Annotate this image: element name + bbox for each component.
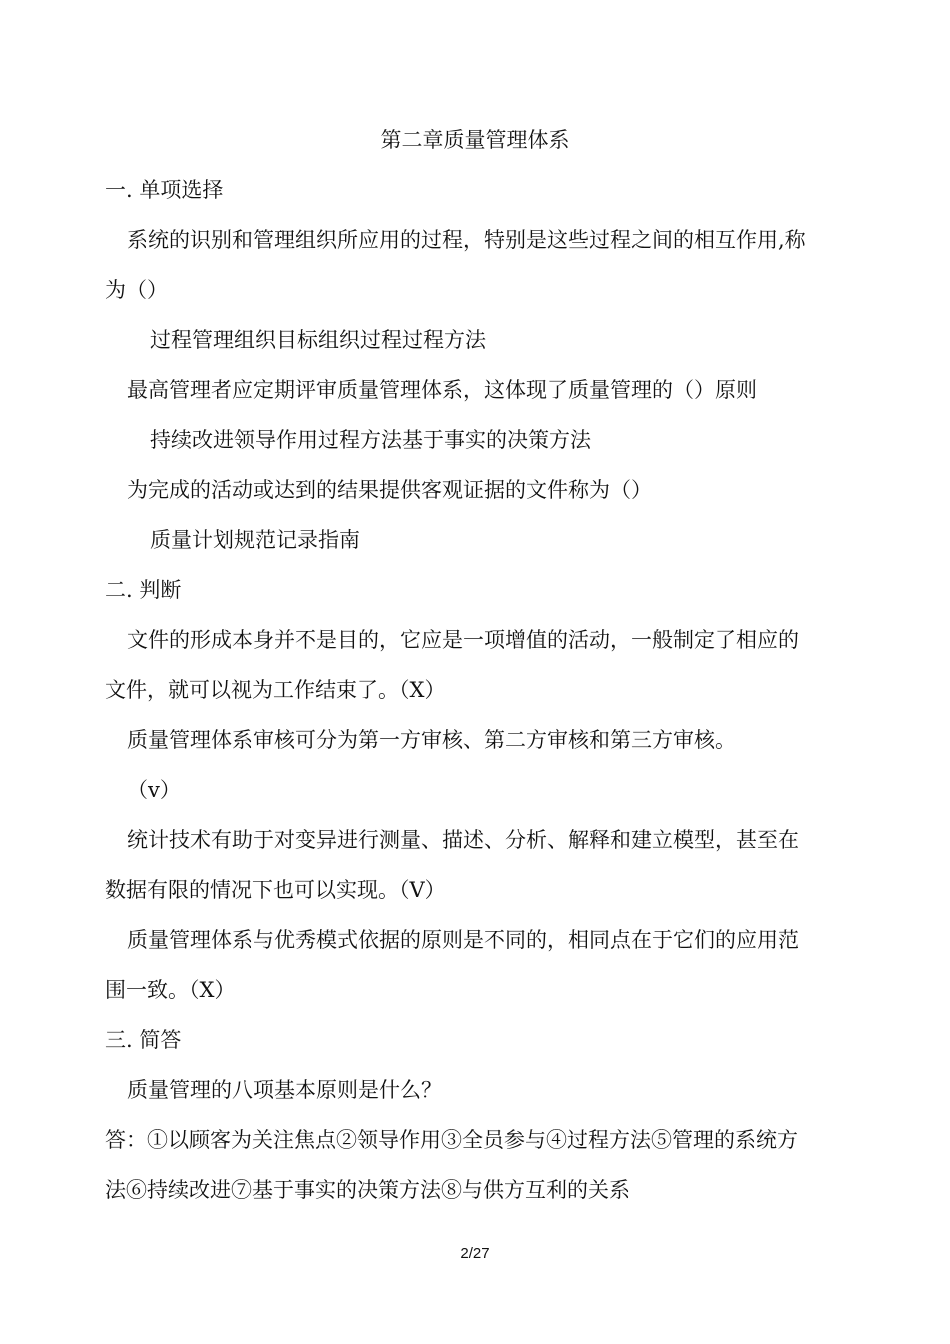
judgment-2-answer: （v） [127, 778, 181, 802]
short-answer-response-cont: 法⑥持续改进⑦基于事实的决策方法⑧与供方互利的关系 [105, 1178, 630, 1202]
judgment-2-text: 质量管理体系审核可分为第一方审核、第二方审核和第三方审核。 [127, 728, 736, 752]
section-heading-short-answer: 三. 简答 [105, 1028, 182, 1052]
judgment-1-text: 文件的形成本身并不是目的，它应是一项增值的活动，一般制定了相应的 [127, 628, 799, 652]
question-2-text: 最高管理者应定期评审质量管理体系，这体现了质量管理的（）原则 [127, 378, 757, 402]
judgment-3-text-cont: 数据有限的情况下也可以实现。（V） [105, 878, 446, 902]
short-answer-response: 答：①以顾客为关注焦点②领导作用③全员参与④过程方法⑤管理的系统方 [105, 1128, 798, 1152]
judgment-3-text: 统计技术有助于对变异进行测量、描述、分析、解释和建立模型，甚至在 [127, 828, 799, 852]
question-1-options: 过程管理组织目标组织过程过程方法 [150, 328, 486, 352]
question-3-text: 为完成的活动或达到的结果提供客观证据的文件称为（） [127, 478, 652, 502]
question-3-options: 质量计划规范记录指南 [150, 528, 360, 552]
section-heading-judgment: 二. 判断 [105, 578, 182, 602]
judgment-4-text-cont: 围一致。（X） [105, 978, 236, 1002]
judgment-1-text-cont: 文件，就可以视为工作结束了。（X） [105, 678, 446, 702]
short-answer-question: 质量管理的八项基本原则是什么？ [127, 1078, 442, 1102]
page-title: 第二章质量管理体系 [380, 128, 570, 152]
page-number: 2/27 [460, 1245, 490, 1262]
question-1-text-cont: 为（） [105, 278, 168, 302]
section-heading-single-choice: 一. 单项选择 [105, 178, 224, 202]
judgment-4-text: 质量管理体系与优秀模式依据的原则是不同的，相同点在于它们的应用范 [127, 928, 799, 952]
question-1-text: 系统的识别和管理组织所应用的过程，特别是这些过程之间的相互作用,称 [127, 228, 806, 252]
question-2-options: 持续改进领导作用过程方法基于事实的决策方法 [150, 428, 591, 452]
